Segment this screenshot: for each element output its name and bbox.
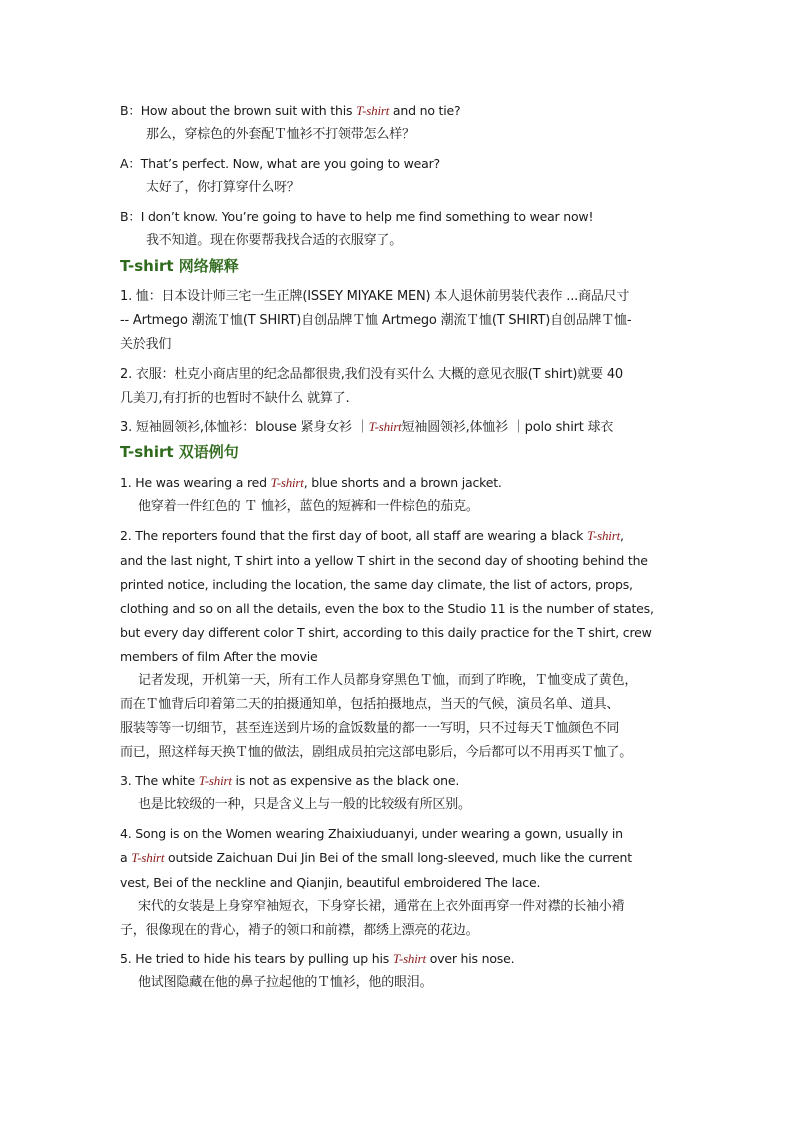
- keyword-tshirt: T-shirt: [368, 419, 402, 434]
- definition-line: 3. 短袖圆领衫,体恤衫：blouse 紧身女衫 ｜T-shirt短袖圆领衫,体恤衫 ｜polo shirt 球衣: [120, 419, 614, 435]
- example-5-en: 5. He tried to hide his tears by pulling up his T-shirt over his nose.: [120, 951, 515, 966]
- dialogue-translation-a: 太好了，你打算穿什么呀？: [146, 180, 300, 195]
- example-2-cn-line: 服装等等一切细节，甚至连送到片场的盒饭数量的都一一写明，只不过每天Ｔ恤颜色不同: [120, 721, 620, 736]
- example-4-en-line: a T-shirt outside Zaichuan Dui Jin Bei of the small long-sleeved, much like the current: [120, 850, 632, 865]
- keyword-tshirt: T-shirt: [131, 850, 165, 865]
- example-2-en-line: members of film After the movie: [120, 649, 318, 664]
- example-2-cn-line: 记者发现，开机第一天，所有工作人员都身穿黑色Ｔ恤，而到了昨晚，Ｔ恤变成了黄色，: [138, 673, 638, 688]
- example-3-cn: 也是比较级的一种，只是含义上与一般的比较级有所区别。: [138, 797, 471, 812]
- keyword-tshirt: T-shirt: [586, 528, 620, 543]
- section-heading-web-definition: T-shirt 网络解释: [120, 257, 239, 275]
- example-4-en-line: 4. Song is on the Women wearing Zhaixiuduanyi, under wearing a gown, usually in: [120, 826, 623, 841]
- dialogue-line-a: A：That’s perfect. Now, what are you going to wear?: [120, 156, 440, 171]
- example-4-cn-line: 子，很像现在的背心，褙子的领口和前襟，都绣上漂亮的花边。: [120, 923, 479, 938]
- example-5-cn: 他试图隐藏在他的鼻子拉起他的Ｔ恤衫，他的眼泪。: [138, 975, 433, 990]
- example-2-en-line: but every day different color T shirt, according to this daily practice for the T shirt, crew: [120, 625, 652, 640]
- example-2-cn-line: 而在Ｔ恤背后印着第二天的拍摄通知单，包括拍摄地点，当天的气候，演员名单、道具、: [120, 697, 620, 712]
- dialogue-translation-b1: 那么，穿棕色的外套配Ｔ恤衫不打领带怎么样？: [146, 127, 415, 142]
- example-4-en-line: vest, Bei of the neckline and Qianjin, beautiful embroidered The lace.: [120, 875, 541, 890]
- example-4-cn-line: 宋代的女装是上身穿窄袖短衣，下身穿长裙，通常在上衣外面再穿一件对襟的长袖小褙: [138, 899, 625, 914]
- definition-line: 1. 恤：日本设计师三宅一生正牌(ISSEY MIYAKE MEN) 本人退休前男装代表作 ...商品尺寸: [120, 289, 630, 304]
- dialogue-line-b1: B：How about the brown suit with this T-shirt and no tie?: [120, 103, 461, 118]
- definition-line: 几美刀,有打折的也暂时不缺什么 就算了.: [120, 391, 350, 406]
- example-2-cn-line: 而已，照这样每天换Ｔ恤的做法，剧组成员拍完这部电影后，今后都可以不用再买Ｔ恤了。: [120, 745, 633, 760]
- example-2-en: 2. The reporters found that the first day of boot, all staff are wearing a black T-shirt,: [120, 528, 624, 543]
- definition-line: 关於我们: [120, 337, 172, 352]
- dialogue-line-b2: B：I don’t know. You’re going to have to help me find something to wear now!: [120, 209, 594, 224]
- example-1-cn: 他穿着一件红色的 Ｔ 恤衫，蓝色的短裤和一件棕色的茄克。: [138, 499, 479, 514]
- keyword-tshirt: T-shirt: [198, 773, 232, 788]
- dialogue-translation-b2: 我不知道。现在你要帮我找合适的衣服穿了。: [146, 233, 403, 248]
- definition-line: -- Artmego 潮流Ｔ恤(T SHIRT)自创品牌Ｔ恤 Artmego 潮流Ｔ恤(T SHIRT)自创品牌Ｔ恤-: [120, 313, 632, 328]
- definition-line: 2. 衣服：杜克小商店里的纪念品都很贵,我们没有买什么 大概的意见衣服(T shirt)就要 40: [120, 367, 623, 382]
- example-2-en-line: and the last night, T shirt into a yellow T shirt in the second day of shooting behind the: [120, 553, 648, 568]
- example-2-en-line: clothing and so on all the details, even the box to the Studio 11 is the number of states,: [120, 601, 654, 616]
- example-1-en: 1. He was wearing a red T-shirt, blue shorts and a brown jacket.: [120, 475, 502, 490]
- example-3-en: 3. The white T-shirt is not as expensive as the black one.: [120, 773, 460, 788]
- section-heading-bilingual-examples: T-shirt 双语例句: [120, 443, 239, 461]
- keyword-tshirt: T-shirt: [270, 475, 304, 490]
- keyword-tshirt: T-shirt: [356, 103, 390, 118]
- example-2-en-line: printed notice, including the location, the same day climate, the list of actors, props,: [120, 577, 633, 592]
- keyword-tshirt: T-shirt: [392, 951, 426, 966]
